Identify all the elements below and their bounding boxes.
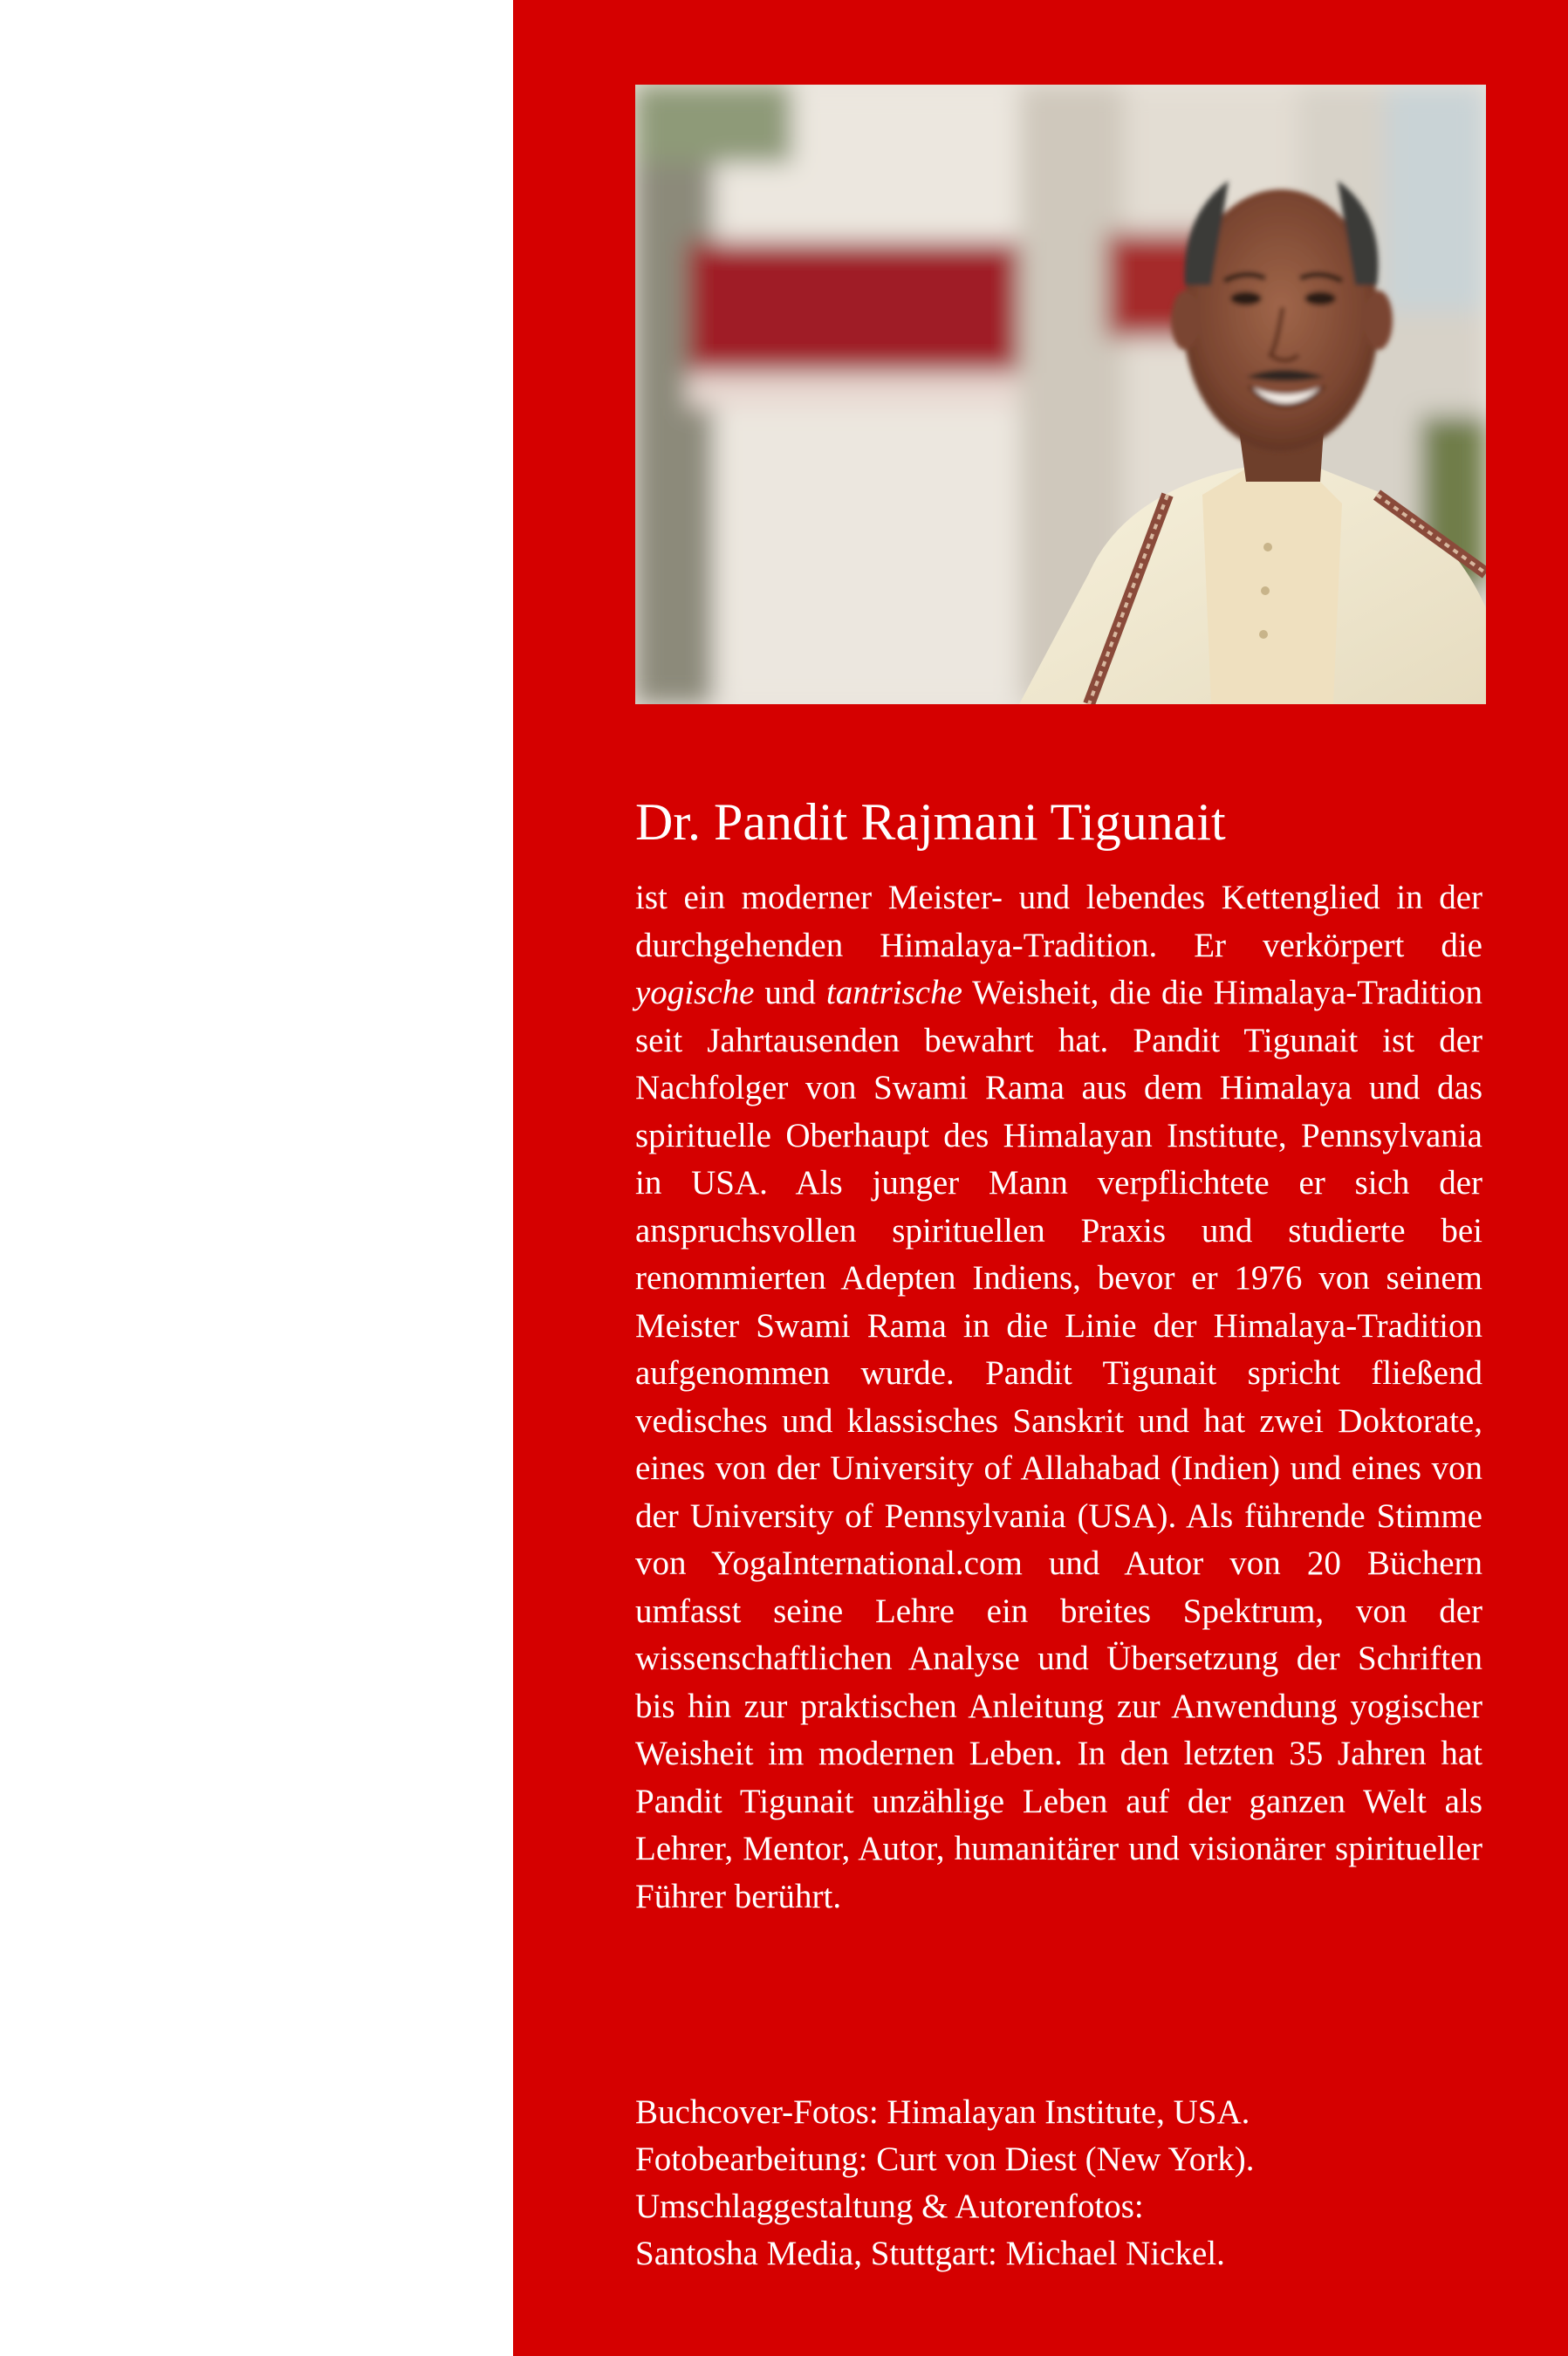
- bio-text-part-2: und: [754, 974, 826, 1011]
- credit-line-photo-editing: Fotobearbeitung: Curt von Diest (New York).: [635, 2140, 1255, 2178]
- photo-credits: [635, 2089, 1490, 2277]
- author-biography: [635, 874, 1482, 1921]
- blank-inner-page: [0, 0, 513, 2356]
- credit-line-cover-photos: Buchcover-Fotos: Himalayan Institute, USA.: [635, 2093, 1250, 2131]
- back-cover-flap: [513, 0, 1568, 2356]
- bio-text-part-3: Weisheit, die die Himalaya-Tradition seit Jahrtausenden bewahrt hat. Pandit Tigunait ist der Nachfolger von Swami Rama aus dem Himalaya und das spirituelle Oberhaupt des Himalayan Institute, Pennsylvania in USA. Als junger Mann verpflichtete er sich der anspruchsvollen spirituellen Praxis und studierte bei renommierten Adepten Indiens, bevor er 1976 von seinem Meister Swami Rama in die Linie der Himalaya-Tradition aufgenommen wurde. Pandit Tigunait spricht fließend vedisches und klassisches Sanskrit und hat zwei Doktorate, eines von der University of Allahabad (Indien) und eines von der University of Pennsylvania (USA). Als führende Stimme von YogaInternational.com und Autor von 20 Büchern umfasst seine Lehre ein breites Spektrum, von der wissenschaftlichen Analyse und Übersetzung der Schriften bis hin zur praktischen Anleitung zur Anwendung yogischer Weisheit im modernen Leben. In den letzten 35 Jahren hat Pandit Tigunait unzählige Leben auf der ganzen Welt als Lehrer, Mentor, Autor, humanitärer und visionärer spiritueller Führer berührt.: [635, 974, 1483, 1915]
- credit-line-cover-design: Umschlaggestaltung & Autorenfotos:: [635, 2188, 1144, 2225]
- author-portrait-icon: [635, 85, 1486, 704]
- author-name-heading: Dr. Pandit Rajmani Tigunait: [635, 793, 1226, 851]
- bio-text-part-1: ist ein moderner Meister- und lebendes Kettenglied in der durchgehenden Himalaya-Tradition. Er verkörpert die: [635, 879, 1482, 964]
- bio-emphasis-tantrische: tantrische: [825, 974, 962, 1011]
- bio-emphasis-yogische: yogische: [635, 974, 755, 1011]
- author-portrait-photo: [635, 85, 1486, 704]
- credit-line-studio: Santosha Media, Stuttgart: Michael Nickel.: [635, 2235, 1225, 2272]
